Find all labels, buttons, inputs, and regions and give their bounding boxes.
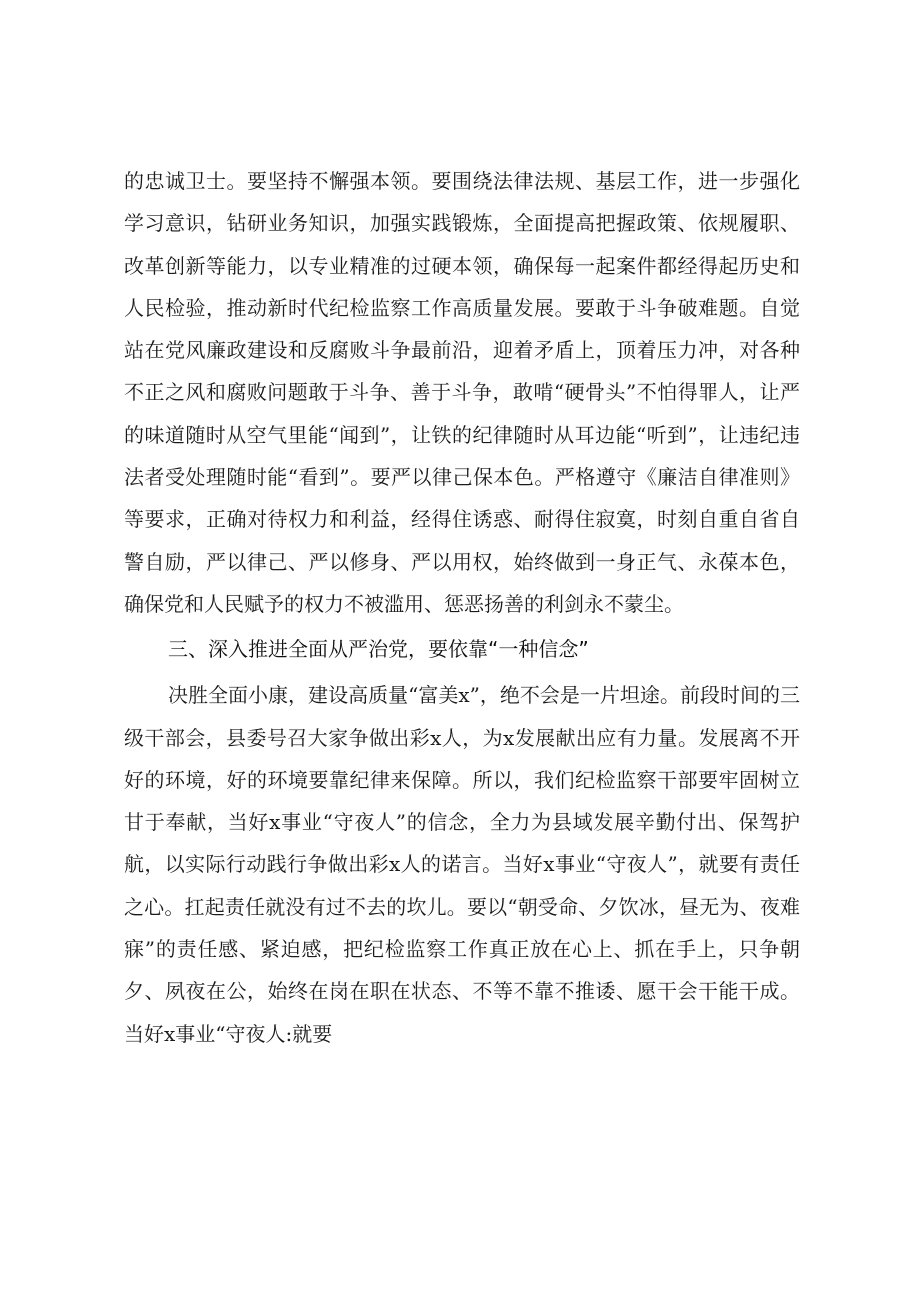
body-paragraph: 的忠诚卫士。要坚持不懈强本领。要围绕法律法规、基层工作，进一步强化学习意识，钻研业务知识，加强实践锻炼，全面提高把握政策、依规履职、改革创新等能力，以专业精准的过硬本领，确保每一起案件都经得起历史和人民检验，推动新时代纪检监察工作高质量发展。要敢于斗争破难题。自觉站在党风廉政建设和反腐败斗争最前沿，迎着矛盾上，顶着压力冲，对各种不正之风和腐败问题敢于斗争、善于斗争，敢啃“硬骨头”不怕得罪人，让严的味道随时从空气里能“闻到”，让铁的纪律随时从耳边能“听到”，让违纪违法者受处理随时能“看到”。要严以律己保本色。严格遵守《廉洁自律准则》等要求，正确对待权力和利益，经得住诱惑、耐得住寂寞，时刻自重自省自警自励，严以律己、严以修身、严以用权，始终做到一身正气、永葆本色，确保党和人民赋予的权力不被滥用、惩恶扬善的利剑永不蒙尘。	[124, 169, 800, 616]
document-body	[124, 160, 800, 1055]
body-paragraph: 决胜全面小康，建设高质量“富美x”，绝不会是一片坦途。前段时间的三级干部会，县委号召大家争做出彩x人，为x发展献出应有力量。发展离不开好的环境，好的环境要靠纪律来保障。所以，我们纪检监察干部要牢固树立甘于奉献，当好x事业“守夜人”的信念，全力为县域发展辛勤付出、保驾护航，以实际行动践行争做出彩x人的诺言。当好x事业“守夜人”，就要有责任之心。扛起责任就没有过不去的坎儿。要以“朝受命、夕饮冰，昼无为、夜难寐”的责任感、紧迫感，把纪检监察工作真正放在心上、抓在手上，只争朝夕、夙夜在公，始终在岗在职在状态、不等不靠不推诿、愿干会干能干成。当好x事业“守夜人:就要	[124, 683, 800, 1046]
section-heading: 三、深入推进全面从严治党，要依靠“一种信念”	[168, 637, 589, 662]
